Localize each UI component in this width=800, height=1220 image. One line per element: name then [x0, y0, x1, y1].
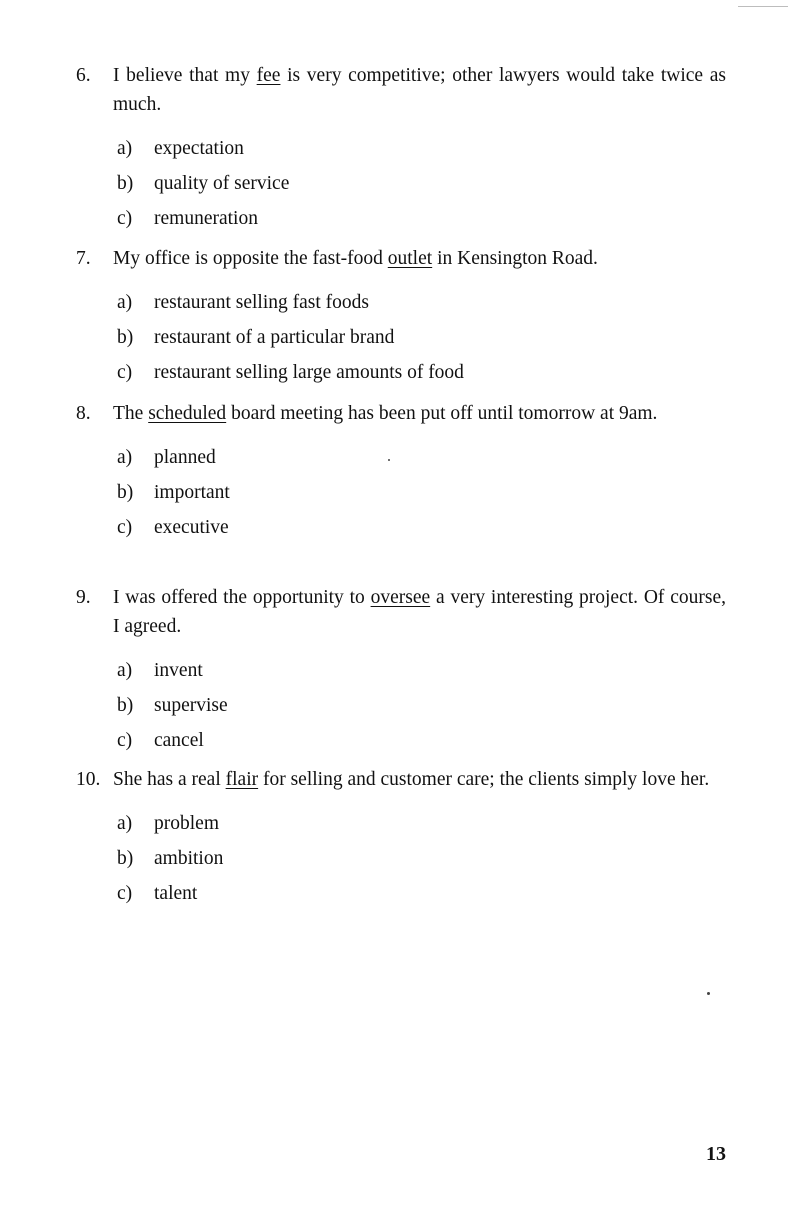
- options-list: [76, 440, 726, 545]
- option-letter: c): [117, 730, 133, 751]
- option-b[interactable]: [76, 166, 726, 201]
- option-letter: c): [117, 517, 133, 538]
- option-a[interactable]: [76, 131, 726, 166]
- option-b[interactable]: [76, 475, 726, 510]
- options-list: [76, 285, 726, 390]
- option-c[interactable]: [76, 201, 726, 236]
- scan-speck: [388, 459, 390, 461]
- option-text: problem: [154, 813, 219, 834]
- option-c[interactable]: [76, 510, 726, 545]
- option-letter: a): [117, 660, 133, 681]
- keyword: scheduled: [148, 403, 227, 424]
- question-number: 9.: [76, 587, 91, 608]
- option-text: important: [154, 482, 230, 503]
- keyword: oversee: [370, 587, 431, 608]
- corner-scan-mark: [738, 6, 788, 7]
- option-b[interactable]: [76, 320, 726, 355]
- keyword: flair: [225, 769, 259, 790]
- option-c[interactable]: [76, 723, 726, 758]
- question-text: She has a real flair for selling and customer care; the clients simply love her.: [113, 769, 710, 790]
- option-letter: b): [117, 482, 134, 503]
- option-letter: a): [117, 813, 133, 834]
- option-text: invent: [154, 660, 203, 681]
- option-letter: a): [117, 292, 133, 313]
- option-letter: b): [117, 327, 134, 348]
- option-letter: b): [117, 695, 134, 716]
- question-text: The scheduled board meeting has been put off until tomorrow at 9am.: [113, 403, 658, 424]
- option-text: restaurant selling large amounts of food: [154, 362, 464, 383]
- question-text: My office is opposite the fast-food outlet in Kensington Road.: [113, 248, 598, 269]
- question-10: [76, 765, 726, 911]
- option-text: cancel: [154, 730, 204, 751]
- question-8: [76, 399, 726, 545]
- question-number: 8.: [76, 403, 91, 424]
- question-6: [76, 61, 726, 236]
- option-letter: b): [117, 173, 134, 194]
- option-c[interactable]: [76, 355, 726, 390]
- option-a[interactable]: [76, 440, 726, 475]
- option-text: ambition: [154, 848, 224, 869]
- option-letter: a): [117, 138, 133, 159]
- option-a[interactable]: [76, 806, 726, 841]
- option-c[interactable]: [76, 876, 726, 911]
- option-letter: c): [117, 208, 133, 229]
- option-text: expectation: [154, 138, 244, 159]
- keyword: outlet: [387, 248, 433, 269]
- options-list: [76, 131, 726, 236]
- option-text: quality of service: [154, 173, 290, 194]
- options-list: [76, 653, 726, 758]
- option-text: supervise: [154, 695, 228, 716]
- question-text: I was offered the opportunity to oversee a very interesting project. Of course, I agreed.: [113, 587, 726, 637]
- keyword: fee: [256, 65, 281, 86]
- option-a[interactable]: [76, 285, 726, 320]
- option-text: planned: [154, 447, 216, 468]
- option-text: talent: [154, 883, 198, 904]
- question-number: 6.: [76, 65, 91, 86]
- page-number: 13: [706, 1143, 726, 1165]
- options-list: [76, 806, 726, 911]
- option-letter: c): [117, 362, 133, 383]
- option-text: executive: [154, 517, 229, 538]
- option-letter: c): [117, 883, 133, 904]
- question-7: [76, 244, 726, 390]
- option-text: restaurant of a particular brand: [154, 327, 395, 348]
- option-text: restaurant selling fast foods: [154, 292, 369, 313]
- question-number: 7.: [76, 248, 91, 269]
- option-letter: b): [117, 848, 134, 869]
- question-9: [76, 583, 726, 758]
- option-text: remuneration: [154, 208, 258, 229]
- option-letter: a): [117, 447, 133, 468]
- question-text: I believe that my fee is very competitive; other lawyers would take twice as much.: [113, 65, 727, 115]
- scan-speck: [707, 992, 710, 995]
- question-number: 10.: [76, 769, 101, 790]
- option-b[interactable]: [76, 841, 726, 876]
- option-a[interactable]: [76, 653, 726, 688]
- option-b[interactable]: [76, 688, 726, 723]
